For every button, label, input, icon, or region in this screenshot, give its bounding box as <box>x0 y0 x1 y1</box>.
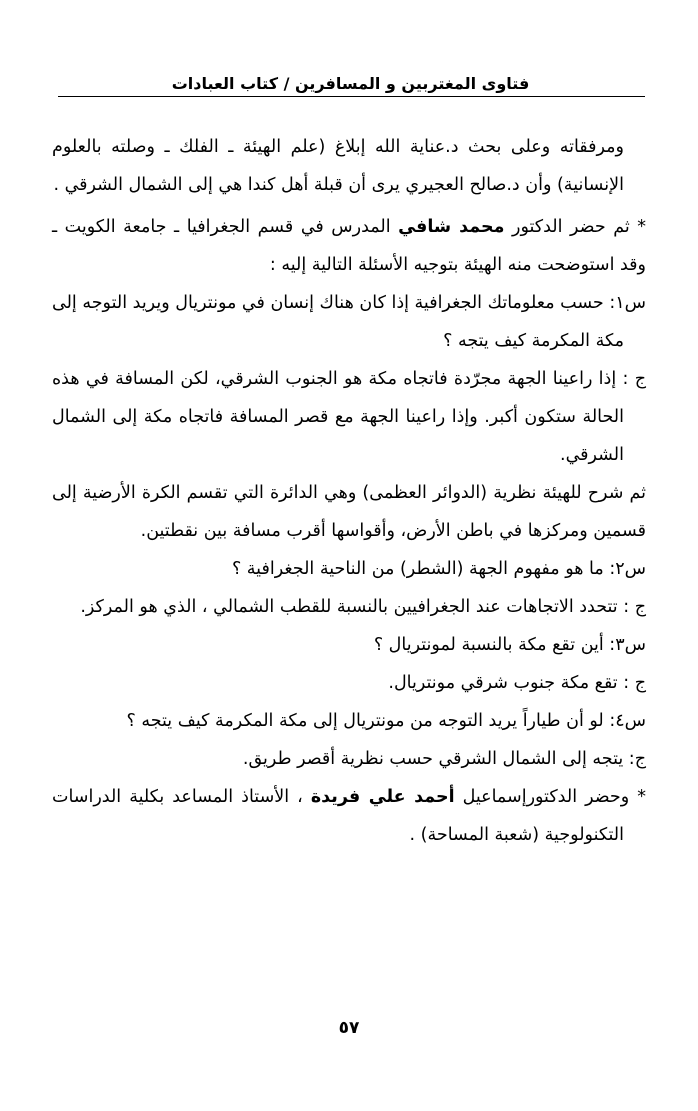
page-body <box>52 128 646 854</box>
answer-4: ج: يتجه إلى الشمال الشرقي حسب نظرية أقصر طريق. <box>242 749 646 769</box>
answer-3: ج : تقع مكة جنوب شرقي مونتريال. <box>388 673 646 693</box>
question-2: س٢: ما هو مفهوم الجهة (الشطر) من الناحية الجغرافية ؟ <box>231 559 646 579</box>
question-4: س٤: لو أن طياراً يريد التوجه من مونتريال إلى مكة المكرمة كيف يتجه ؟ <box>126 711 646 731</box>
paragraph-great-circles: ثم شرح للهيئة نظرية (الدوائر العظمى) وهي الدائرة التي تقسم الكرة الأرضية إلى قسمين ومركزها في باطن الأرض، وأقواسها أقرب مسافة بين نقطتين. <box>52 483 646 541</box>
answer-2: ج : تتحدد الاتجاهات عند الجغرافيين بالنسبة للقطب الشمالي ، الذي هو المركز. <box>80 597 646 617</box>
running-header: فتاوى المغتربين و المسافرين / كتاب العبادات <box>171 74 530 93</box>
person-name-shafi: محمد شافي <box>398 217 505 237</box>
attendance-text-start: * ثم حضر الدكتور <box>504 217 647 237</box>
question-1: س١: حسب معلوماتك الجغرافية إذا كان هناك إنسان في مونتريال ويريد التوجه إلى مكة المكرمة كيف يتجه ؟ <box>52 293 646 351</box>
attendance-text-end: ، الأستاذ المساعد بكلية الدراسات التكنولوجية (شعبة المساحة) . <box>52 787 624 845</box>
question-3: س٣: أين تقع مكة بالنسبة لمونتريال ؟ <box>373 635 646 655</box>
header-rule <box>58 96 645 97</box>
paragraph-shafi-attendance <box>52 208 646 284</box>
page-number: ٥٧ <box>338 1018 360 1038</box>
paragraph-farida-attendance <box>52 778 646 854</box>
person-name-farida: أحمد علي فريدة <box>310 787 455 807</box>
attendance-text-start: * وحضر الدكتورإسماعيل <box>454 787 646 807</box>
paragraph-research-summary: ومرفقاته وعلى بحث د.عناية الله إبلاغ (علم الهيئة ـ الفلك ـ وصلته بالعلوم الإنسانية) وأن د.صالح العجيري يرى أن قبلة أهل كندا هي إلى الشمال الشرقي . <box>52 137 624 195</box>
answer-1: ج : إذا راعينا الجهة مجرّدة فاتجاه مكة هو الجنوب الشرقي، لكن المسافة في هذه الحالة ستكون أكبر. وإذا راعينا الجهة مع قصر المسافة فاتجاه مكة إلى الشمال الشرقي. <box>52 369 646 465</box>
attendance-text-end: المدرس في قسم الجغرافيا ـ جامعة الكويت ـ وقد استوضحت منه الهيئة بتوجيه الأسئلة التالية إليه : <box>52 217 646 275</box>
